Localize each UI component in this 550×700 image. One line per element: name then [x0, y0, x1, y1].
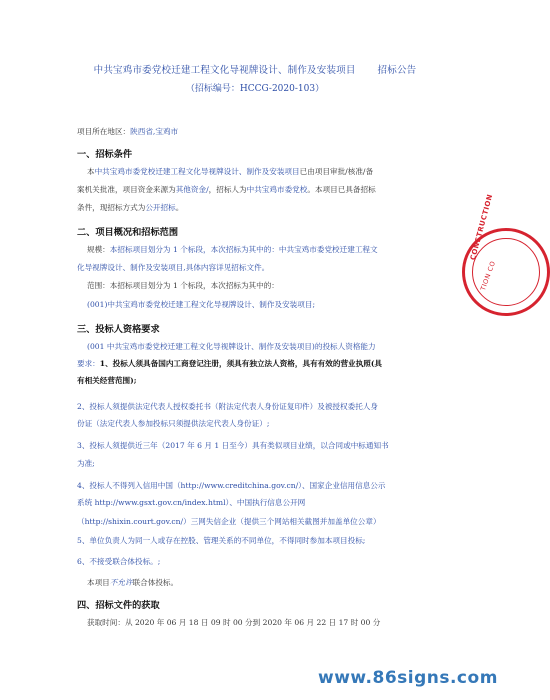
qualification-line: (001 中共宝鸡市委党校迁建工程文化导视牌设计、制作及安装项目)的投标人资格能力: [87, 342, 376, 351]
section-heading-2: 二、项目概况和招标范围: [77, 227, 179, 238]
paragraph-line: [87, 166, 373, 177]
official-seal-stamp: [462, 193, 550, 316]
section-heading-1: 一、招标条件: [77, 149, 133, 160]
qualification-6: 6、不接受联合体投标。;: [77, 557, 161, 566]
bid-number: （招标编号：HCCG-2020-103）: [185, 84, 325, 94]
qualification-5: 5、单位负责人为同一人或存在控股、管理关系的不同单位，不得同时参加本项目投标;: [77, 536, 366, 545]
text: 本项目: [87, 578, 110, 587]
qualification-line: 为准;: [77, 459, 95, 468]
fund-source-highlight: 其他资金/: [175, 185, 209, 194]
joint-bid-line: [87, 577, 178, 588]
lot-line: (001)中共宝鸡市委党校迁建工程文化导视牌设计、制作及安装项目;: [87, 300, 316, 309]
acquisition-time: 获取时间：从 2020 年 06 月 18 日 09 时 00 分到 2020 年 06 月 22 日 17 时 00 分: [87, 618, 381, 627]
qualification-line: （http://shixin.court.gov.cn/）三网失信企业（提供三个网站相关截图并加盖单位公章）: [77, 517, 381, 526]
project-location: [77, 126, 178, 137]
paragraph-line: [87, 244, 378, 255]
text: 要求：: [77, 359, 100, 368]
text: 案机关批准，项目资金来源为: [77, 185, 176, 194]
text: 联合体投标。: [132, 578, 179, 587]
seal-text-inner: TION CO: [479, 259, 498, 292]
location-label: 项目所在地区：: [77, 127, 131, 136]
paragraph-line: [77, 202, 183, 213]
tender-method-highlight: 公开招标: [145, 203, 176, 212]
site-watermark: www.86signs.com: [318, 668, 498, 688]
tenderer-highlight: 中共宝鸡市委党校: [246, 185, 308, 194]
text: 条件，现招标方式为: [77, 203, 146, 212]
title-suffix: 招标公告: [377, 65, 417, 76]
qualification-4: 4、投标人不得列入信用中国（http://www.creditchina.gov.cn/）、国家企业信用信息公示: [77, 481, 386, 490]
text: 本: [87, 167, 95, 176]
title-main: 中共宝鸡市委党校迁建工程文化导视牌设计、制作及安装项目: [93, 65, 356, 76]
scale-label: 规模：: [87, 245, 110, 254]
location-value: 陕西省,宝鸡市: [130, 127, 179, 136]
qualification-2: 2、投标人须提供法定代表人授权委托书（附法定代表人身份证复印件）及被授权委托人身: [77, 402, 378, 411]
project-name-highlight: 中共宝鸡市委党校迁建工程文化导视牌设计、制作及安装项目: [94, 167, 300, 176]
document-title: [70, 62, 440, 76]
qualification-line: 系统 http://www.gsxt.gov.cn/index.html）、中国执行信息公开网: [77, 498, 306, 507]
seal-text: CONSTRUCTION: [469, 193, 495, 262]
text: 已由项目审批/核准/备: [299, 167, 374, 176]
paragraph-line: 范围：本招标项目划分为 1 个标段，本次招标为其中的：: [87, 281, 279, 290]
qualification-line: 份证（法定代表人参加投标只须提供法定代表人身份证）;: [77, 419, 270, 428]
paragraph-line: [77, 184, 376, 195]
scale-text: 本招标项目划分为 1 个标段，本次招标为其中的：中共宝鸡市委党校迁建工程文: [109, 245, 378, 254]
qualification-line: [77, 358, 382, 369]
text: ，招标人为: [208, 185, 247, 194]
joint-bid-highlight: 不允许: [109, 578, 133, 587]
text: 。: [175, 203, 184, 212]
seal-inner-ring: [472, 238, 540, 306]
section-heading-3: 三、投标人资格要求: [77, 324, 160, 335]
qualification-3: 3、投标人须提供近三年（2017 年 6 月 1 日至今）具有类似项目业绩，以合同或中标通知书: [77, 441, 389, 450]
qualification-line: 有相关经营范围);: [77, 376, 137, 385]
text: 。本项目已具备招标: [307, 185, 376, 194]
qualification-1: 1、投标人须具备国内工商登记注册，须具有独立法人资格，具有有效的营业执照(具: [99, 359, 383, 368]
paragraph-line: 化导视牌设计、制作及安装项目,具体内容详见招标文件。: [77, 263, 270, 272]
section-heading-4: 四、招标文件的获取: [77, 600, 160, 611]
